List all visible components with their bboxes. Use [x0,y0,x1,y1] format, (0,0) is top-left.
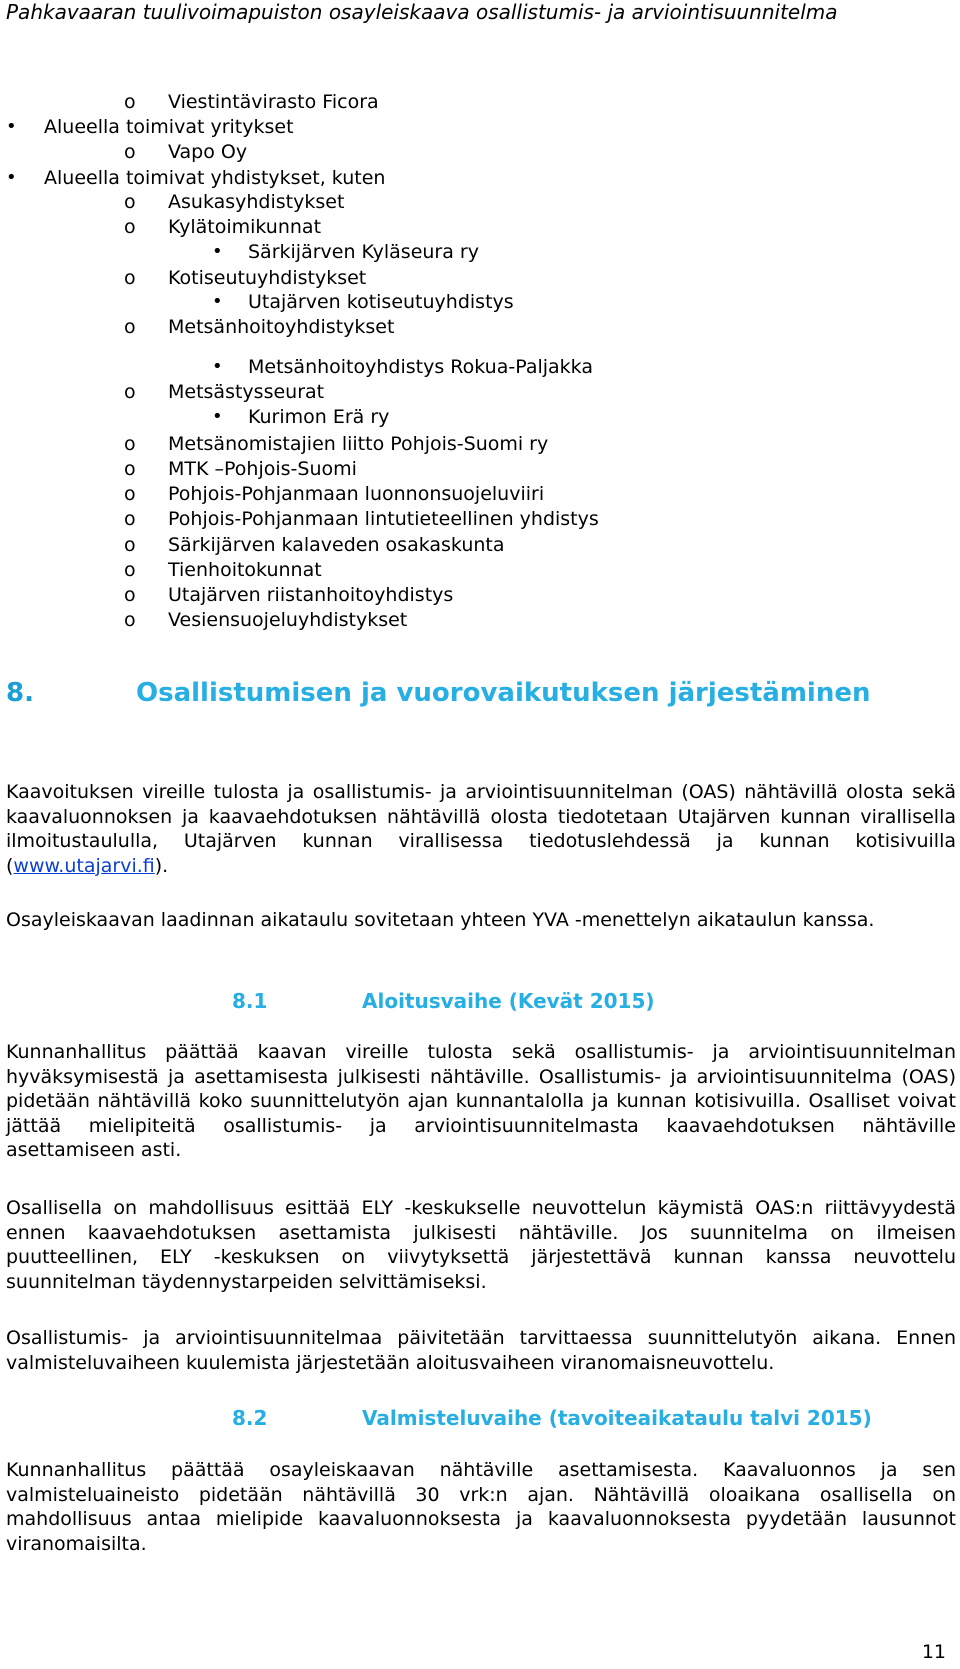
list-item-text: Vapo Oy [168,141,248,163]
list-item-text: Alueella toimivat yhdistykset, kuten [44,167,386,189]
list-item-text: MTK –Pohjois-Suomi [168,458,357,480]
section-8-1-paragraph-2: Osallisella on mahdollisuus esittää ELY -keskukselle neuvottelun käymistä OAS:n riittävyydestä ennen kaavaehdotuksen asettamista julkisesti nähtäville. Jos suunnitelma on ilmeisen puutteellinen, ELY -keskuksen on viivytyksettä järjestettävä kunnan kanssa neuvottelu suunnitelman täydennystarpeiden selvittämiseksi. [6,1197,956,1293]
list-item-text: Särkijärven Kyläseura ry [248,241,479,263]
list-item-text: Metsänomistajien liitto Pohjois-Suomi ry [168,433,549,455]
circle-bullet-icon: o [124,91,136,113]
utajarvi-website-link[interactable]: www.utajarvi.fi [13,854,155,877]
section-8-2-number: 8.2 [232,1406,268,1430]
list-item-text: Särkijärven kalaveden osakaskunta [168,534,505,556]
list-item-text: Metsästysseurat [168,381,325,403]
section-8-2-title: Valmisteluvaihe (tavoiteaikataulu talvi 2015) [362,1406,872,1430]
list-item-text: Tienhoitokunnat [168,559,322,581]
list-item-text: Metsänhoitoyhdistykset [168,316,395,338]
circle-bullet-icon: o [124,267,136,289]
circle-bullet-icon: o [124,483,136,505]
circle-bullet-icon: o [124,316,136,338]
list-item-text: Metsänhoitoyhdistys Rokua-Paljakka [248,356,593,378]
list-item-text: Kurimon Erä ry [248,406,390,428]
circle-bullet-icon: o [124,584,136,606]
list-item-text: Pohjois-Pohjanmaan lintutieteellinen yhdistys [168,508,599,530]
section-8-title: Osallistumisen ja vuorovaikutuksen järjestäminen [136,678,871,708]
bullet-icon: • [212,406,223,427]
list-item-text: Kylätoimikunnat [168,216,322,238]
list-item-text: Utajärven riistanhoitoyhdistys [168,584,454,606]
section-8-1-paragraph-3: Osallistumis- ja arviointisuunnitelmaa päivitetään tarvittaessa suunnittelutyön aikana. Ennen valmisteluvaiheen kuulemista järjestetään aloitusvaiheen viranomaisneuvottelu. [6,1327,956,1374]
list-item-text: Viestintävirasto Ficora [168,91,379,113]
section-8-2-paragraph-1: Kunnanhallitus päättää osayleiskaavan nähtäville asettamisesta. Kaavaluonnos ja sen valmisteluaineisto pidetään nähtävillä 30 vrk:n ajan. Nähtävillä oloaikana osallisella on mahdollisuus antaa mielipide kaavaluonnoksesta ja kaavaluonnoksesta pyydetään lausunnot viranomaisilta. [6,1459,956,1555]
circle-bullet-icon: o [124,559,136,581]
section-8-paragraph-1 [6,780,956,878]
circle-bullet-icon: o [124,381,136,403]
circle-bullet-icon: o [124,216,136,238]
list-item-text: Utajärven kotiseutuyhdistys [248,291,514,313]
list-item-text: Vesiensuojeluyhdistykset [168,609,408,631]
bullet-icon: • [212,291,223,312]
bullet-icon: • [6,116,17,137]
list-item-text: Pohjois-Pohjanmaan luonnonsuojeluviiri [168,483,545,505]
circle-bullet-icon: o [124,609,136,631]
list-item-text: Asukasyhdistykset [168,191,345,213]
bullet-icon: • [212,241,223,262]
bullet-icon: • [6,167,17,188]
document-header: Pahkavaaran tuulivoimapuiston osayleiskaava osallistumis- ja arviointisuunnitelma [6,0,838,24]
circle-bullet-icon: o [124,141,136,163]
circle-bullet-icon: o [124,191,136,213]
list-item-text: Kotiseutuyhdistykset [168,267,367,289]
paragraph-text: ). [154,854,169,877]
bullet-icon: • [212,356,223,377]
section-8-number: 8. [6,678,34,708]
section-8-1-title: Aloitusvaihe (Kevät 2015) [362,989,655,1013]
section-8-paragraph-2: Osayleiskaavan laadinnan aikataulu sovitetaan yhteen YVA -menettelyn aikataulun kanssa. [6,909,875,931]
paragraph-text: Kaavoituksen vireille tulosta ja osallistumis- ja arviointisuunnitelman (OAS) nähtävillä olosta sekä kaavaluonnoksen ja kaavaehdotuksen nähtävillä olosta tiedotetaan Utajärven kunnan virallisella ilmoitustaululla, Utajärven kunnan virallisessa tiedotuslehdessä ja kunnan kotisivuilla ( [6,781,956,877]
circle-bullet-icon: o [124,534,136,556]
circle-bullet-icon: o [124,508,136,530]
circle-bullet-icon: o [124,433,136,455]
list-item-text: Alueella toimivat yritykset [44,116,294,138]
section-8-1-number: 8.1 [232,989,268,1013]
circle-bullet-icon: o [124,458,136,480]
section-8-1-paragraph-1: Kunnanhallitus päättää kaavan vireille tulosta sekä osallistumis- ja arviointisuunnitelman hyväksymisestä ja asettamisesta julkisesti nähtäville. Osallistumis- ja arviointisuunnitelma (OAS) pidetään nähtävillä koko suunnittelutyön ajan kunnantalolla ja kunnan kotisivuilla. Osalliset voivat jättää mielipiteitä osallistumis- ja arviointisuunnitelmasta kaavaehdotuksen nähtäville asettamiseen asti. [6,1041,956,1161]
page-number: 11 [921,1641,946,1663]
section-8-heading [6,676,871,710]
